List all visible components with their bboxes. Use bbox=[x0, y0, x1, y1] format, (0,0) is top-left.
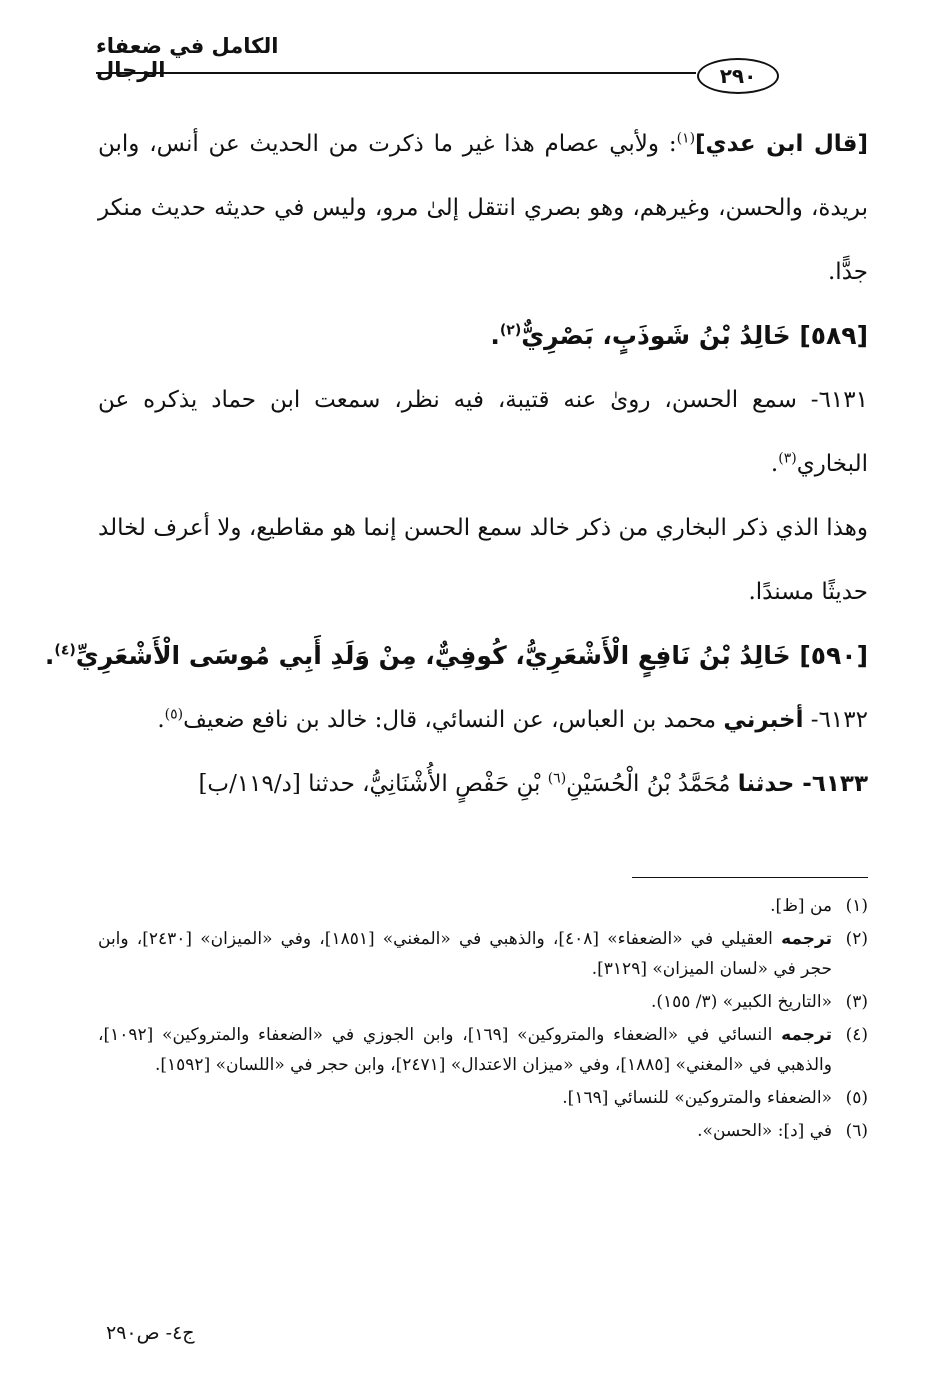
entry-end-mark: . bbox=[490, 321, 500, 350]
footnote-body: النسائي في «الضعفاء والمتروكين» [١٦٩]، وابن الجوزي في «الضعفاء والمتروكين» [١٠٩٢]، والذهبي في «المغني» [١٨٨٥]، وفي «ميزان الاعتدال» [٢٤٧١]، وابن حجر في «اللسان» [١٥٩٢]. bbox=[98, 1025, 832, 1075]
footnote-number: (٢) bbox=[845, 929, 868, 949]
footnote-4 bbox=[98, 1020, 868, 1080]
footnote-lead: ترجمه bbox=[781, 1025, 833, 1045]
footnotes bbox=[98, 891, 868, 1149]
footnote-text bbox=[98, 891, 832, 921]
volume-page-marker: ج٤- ص٢٩٠ bbox=[106, 1322, 195, 1344]
footnote-ref[interactable]: (٣) bbox=[778, 450, 797, 467]
main-text bbox=[44, 112, 868, 816]
footnote-ref[interactable]: (٢) bbox=[499, 322, 522, 339]
transmission-lead: ٦١٣٣- حدثنا bbox=[737, 771, 868, 797]
footnote-separator bbox=[632, 877, 868, 878]
footnote-number: (٤) bbox=[845, 1025, 868, 1045]
footnote-3 bbox=[98, 987, 868, 1017]
footnote-ref[interactable]: (٤) bbox=[54, 642, 76, 659]
paragraph-text: وهذا الذي ذكر البخاري من ذكر خالد سمع الحسن إنما هو مقاطيع، ولا أعرف لخالد حديثًا مسندًا. bbox=[98, 515, 868, 605]
footnote-ref[interactable]: (١) bbox=[676, 130, 696, 147]
speaker-lead: [قال ابن عدي] bbox=[695, 131, 868, 157]
footnote-body: «الضعفاء والمتروكين» للنسائي [١٦٩]. bbox=[562, 1088, 832, 1108]
footnote-text bbox=[98, 987, 832, 1017]
footnote-5 bbox=[98, 1083, 868, 1113]
paragraph-comment bbox=[98, 496, 868, 624]
paragraph-end-mark: . bbox=[770, 451, 779, 477]
footnote-number: (٦) bbox=[845, 1121, 868, 1141]
transmission-lead: أخبرني bbox=[723, 707, 804, 733]
footnote-body: «التاريخ الكبير» (٣/ ١٥٥). bbox=[650, 992, 832, 1012]
paragraph-6132 bbox=[98, 688, 868, 752]
footnote-2 bbox=[98, 924, 868, 984]
footnote-text bbox=[98, 1020, 832, 1080]
paragraph-text: : ولأبي عصام هذا غير ما ذكرت من الحديث عن أنس، وابن بريدة، والحسن، وغيرهم، وهو بصري انتقل إلىٰ مرو، وليس في حديثه حديث منكر جدًّا. bbox=[98, 131, 868, 285]
paragraph-text: محمد بن العباس، عن النسائي، قال: خالد بن نافع ضعيف bbox=[183, 707, 717, 733]
footnote-body: من [ظ]. bbox=[770, 896, 832, 916]
footnote-body: العقيلي في «الضعفاء» [٤٠٨]، والذهبي في «المغني» [١٨٥١]، وفي «الميزان» [٢٤٣٠]، وابن حجر في «لسان الميزان» [٣١٢٩]. bbox=[98, 929, 832, 979]
paragraph-6133 bbox=[98, 752, 868, 816]
paragraph-text: ٦١٣١- سمع الحسن، روىٰ عنه قتيبة، فيه نظر، سمعت ابن حماد يذكره عن البخاري bbox=[98, 387, 868, 477]
header-rule bbox=[96, 72, 696, 74]
footnote-text bbox=[98, 924, 832, 984]
footnote-number: (٥) bbox=[845, 1088, 868, 1108]
entry-heading-589 bbox=[98, 304, 868, 368]
footnote-1 bbox=[98, 891, 868, 921]
running-title: الكامل في ضعفاء الرجال bbox=[96, 34, 279, 82]
hadith-number: ٦١٣٢- bbox=[810, 707, 868, 733]
paragraph-end-mark: . bbox=[157, 707, 165, 733]
entry-title: [٥٨٩] خَالِدُ بْنُ شَوذَبٍ، بَصْرِيٌّ bbox=[521, 321, 868, 350]
entry-heading-590 bbox=[44, 624, 868, 688]
footnote-number: (٣) bbox=[845, 992, 868, 1012]
footnote-ref[interactable]: (٥) bbox=[164, 706, 184, 723]
entry-title: [٥٩٠] خَالِدُ بْنُ نَافِعٍ الْأَشْعَرِيُّ، كُوفِيٌّ، مِنْ وَلَدِ أَبِي مُوسَى الْأَشْعَرِيِّ bbox=[75, 641, 868, 670]
narrator-name: مُحَمَّدُ بْنُ الْحُسَيْنِ bbox=[566, 771, 731, 797]
footnote-ref[interactable]: (٦) bbox=[547, 770, 567, 787]
footnote-text bbox=[98, 1083, 832, 1113]
footnote-6 bbox=[98, 1116, 868, 1146]
entry-end-mark: . bbox=[44, 641, 55, 670]
footnote-number: (١) bbox=[845, 896, 868, 916]
page-number: ٢٩٠ bbox=[697, 58, 779, 94]
footnote-lead: ترجمه bbox=[781, 929, 832, 949]
footnote-text bbox=[98, 1116, 832, 1146]
footnote-body: في [د]: «الحسن». bbox=[697, 1121, 832, 1141]
paragraph-ibn-adi bbox=[98, 112, 868, 304]
paragraph-text: بْنِ حَفْصٍ الأُشْنَانِيُّ، حدثنا [د/١١٩/ب] bbox=[198, 771, 541, 797]
paragraph-6131 bbox=[98, 368, 868, 496]
